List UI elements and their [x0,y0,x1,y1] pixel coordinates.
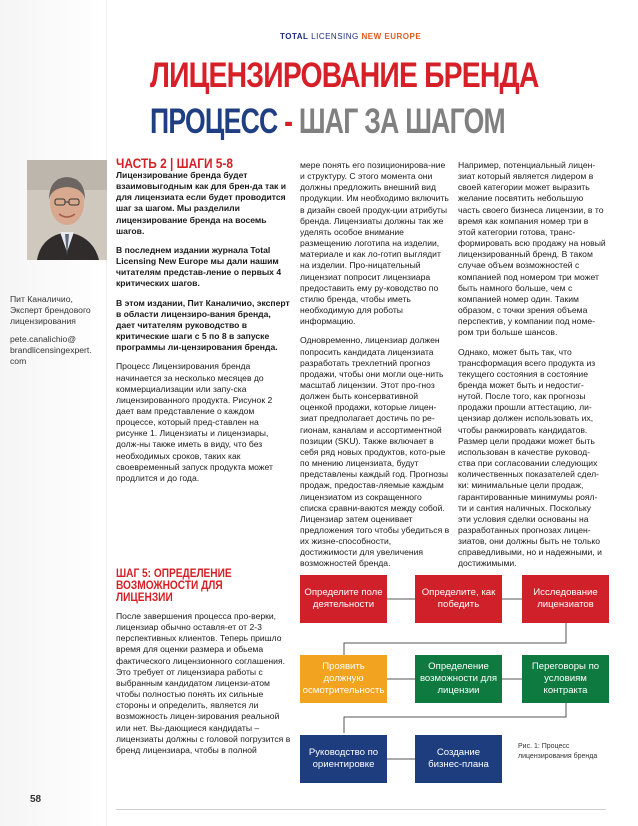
diagram-box-research-licensees: Исследование лицензиатов [522,575,609,623]
sidebar [0,0,107,826]
diagram-box-due-diligence: Проявить должную осмотрительность [300,655,387,703]
col3-paragraph-2: Однако, может быть так, что трансформация всего продукта из текущего состояния в состояние бренда может быть и недостиг-нутой. После того, как прогнозы продажи прошли аттестацию, ли-цензиар должен использовать их, чтобы ранжировать кандидатов. Размер цели продажи может быть использован в качестве руковод-ства при согласовании следующих количественных показателей сдел-ки: минимальные цели продаж, гарантированные минимумы роял-ти и сантия наличных. Поскольку эти условия сделки основаны на разработанных прогнозах лицен-зиатов, они должны быть не только справедливыми, но и надежными, и достижимыми. [458,346,602,569]
author-info [10,294,100,373]
author-name-role [10,294,100,328]
intro-paragraph-2: В последнем издании журнала Total Licensing New Europe мы дали нашим читателям представ-ление о первых 4 критических шагов. [116,244,282,289]
title-dash: - [277,102,299,141]
portrait-image [27,160,107,260]
col2-paragraph-2: Одновременно, лицензиар должен попросить кандидата лицензиата разработать трехлетний прогноз продажи, чтобы они могли оце-нить масштаб лицензии. Этот про-гноз должен быть консервативной оценкой продажи, которые лицен-зиат предполагает достичь по ре-гионам, каналам и ассортиментной позиции (SKU). Также включает в себя ряд новых продуктов, кото-рые по мнению лицензиата, будут представлены каждый год. Прогнозы продаж, предостав-ляемые каждым лицензиатом из сокращенного списка сравни-ваются между собой. Лицензиар затем оценивает предложения того чтобы убедиться в их жизне-способности, достижимости для увеличения возможностей бренда. [300,335,450,569]
figure-caption: Рис. 1: Процесс лицензирования бренда [518,743,598,760]
title-step-by-step: ШАГ ЗА ШАГОМ [298,102,505,141]
column-2 [300,160,450,578]
page-number: 58 [30,794,42,805]
step5-text: После завершения процесса про-верки, лицензиар обычно оставля-ет от 2-3 перспективных клиентов. Теперь пришло время для оценки размера и обьема фактического лицензионного соглашения. Это требует от лицензиара работы с выбранным кандидатом лицензи-атом чтобы полностью понять их сильные стороны и определить, является ли возможность лицен-зирования реальной или нет. Вы-дающиеся кандидаты –лицензиаты должны с головой погрузится в бренд лицензиара, чтобы в полной [116,611,291,755]
masthead [280,32,421,41]
author-name: Пит Каналичио, [10,294,73,304]
part-heading: ЧАСТЬ 2 | ШАГИ 5-8 [116,155,234,171]
diagram-box-negotiate-terms: Переговоры по условиям контракта [522,655,609,703]
masthead-total: TOTAL [280,32,309,41]
step5-heading: ШАГ 5: ОПРЕДЕЛЕНИЕ ВОЗМОЖНОСТИ ДЛЯ ЛИЦЕНЗИИ [116,568,232,604]
col2-paragraph-1: мере понять его позиционирова-ние и структуру. С этого момента они должны предложить внешний вид продукции. Им необходимо включить в дизайн своей продук-ции атрибуты бренда. Лицензиаты должны так же уделять особое внимание размещению логотипа на изделии, материале и как ло-готип выглядит на изделии. Про-ницательный лицензиат попросит лицензиара предоставить ему ру-ководство по стилю бренда, чтобы иметь необходимую для роботы информацию. [300,160,449,327]
page-title-line1: ЛИЦЕНЗИРОВАНИЕ БРЕНДА [150,56,539,95]
body-paragraph: Процесс Лицензирования бренда начинается за несколько месяцев до коммерциализации или запу-ска лицензированного продукта. Рисунок 2 дает вам представление о каждом процессе, который пред-ставлен на рисунке 1. Лицензиаты и лицензиары, долж-ны также иметь в виду, что без необходимых сроков, таких как своевременный запуск продукта может продлится и до года. [116,361,273,483]
intro-paragraph-3: В этом издании, Пит Каналичио, эксперт в области лицензиро-вания бренда, дает читателям руководство в критические шаги с 5 по 8 в запуске программы ли-цензирования бренда. [116,297,290,353]
diagram-box-orientation-guide: Руководство по ориентировке [300,735,387,783]
author-email[interactable]: pete.canalichio@ brandlicensingexpert. com [10,333,92,367]
author-photo [27,160,107,260]
diagram-box-define-opportunity: Определение возможности для лицензии [415,655,502,703]
intro-paragraph-1: Лицензирование бренда будет взаимовыгодным как для брен-да так и для лицензиата если будет проводится шаг за шагом. Мы разделили лицензирование бренда на восемь шагов. [116,170,287,236]
title-process: ПРОЦЕСС [150,102,278,141]
diagram-box-how-to-win: Определите, как победить [415,575,502,623]
column-3 [458,160,606,578]
diagram-box-business-plan: Создание бизнес-плана [415,735,502,783]
diagram-box-define-field: Определите поле деятельности [300,575,387,623]
masthead-new-europe: NEW EUROPE [361,32,422,41]
masthead-licensing: LICENSING [308,32,362,41]
footer-divider [116,809,606,810]
author-role: Эксперт брендового лицензирования [10,305,91,327]
col3-paragraph-1: Например, потенциальный лицен-зиат который является лидером в своей категории может выразить желание посвятить небольшую часть своего бизнеса лицензии, в то время как компания номер три в этой категории готова, транс-формировать всю продажу на новый лицензированный бренд. В таком случае объем возможностей с компанией под номером три может быть намного больше, чем с компанией номер один. Таким образом, с точки зрения объема перспектив, у компании под номе-ром три больше шансов. [458,160,606,338]
column-1 [116,170,291,492]
page-title-line2 [150,104,505,139]
